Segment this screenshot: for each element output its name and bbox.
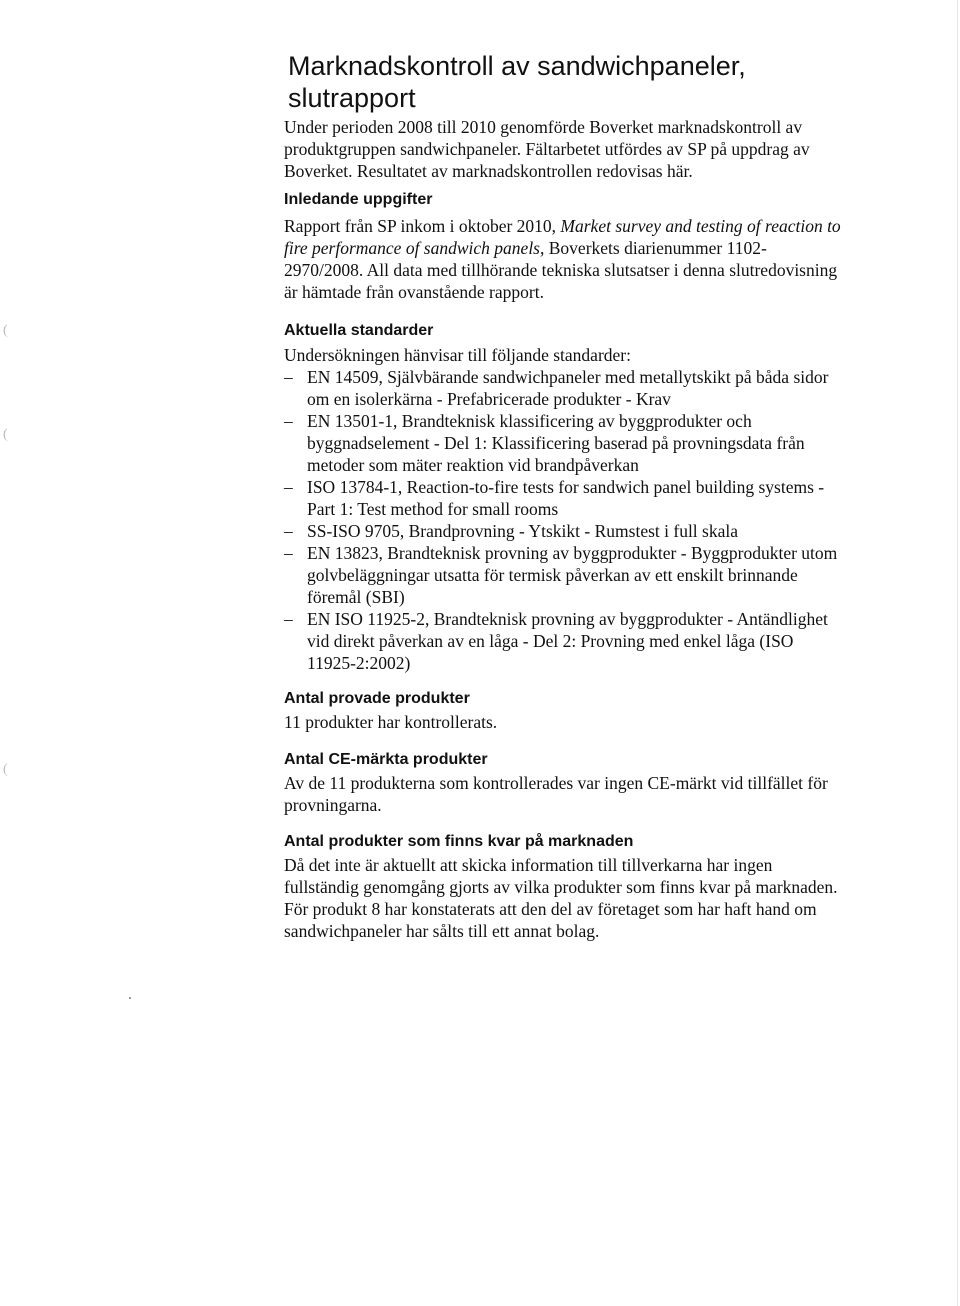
list-dash: – — [284, 477, 293, 497]
list-item — [284, 476, 844, 520]
section-provade — [284, 689, 844, 733]
scan-edge-line — [957, 0, 958, 1306]
list-item — [284, 520, 844, 542]
section-kvar — [284, 832, 844, 942]
edge-mark: ( — [3, 762, 8, 777]
section-heading: Aktuella standarder — [284, 322, 434, 339]
scan-speck — [129, 997, 131, 999]
list-dash: – — [284, 367, 293, 387]
page-title: Marknadskontroll av sandwichpaneler, slutrapport — [288, 51, 746, 113]
ce-paragraph: Av de 11 produkterna som kontrollerades var ingen CE-märkt vid tillfället för provningarna. — [284, 773, 828, 815]
aktuella-intro: Undersökningen hänvisar till följande standarder: — [284, 345, 631, 365]
section-inledande — [284, 190, 844, 303]
inledande-text-after: , Boverkets diarienummer 1102-2970/2008. All data med tillhörande tekniska slutsatser i denna slutredovisning är hämtade från ovanstående rapport. — [284, 238, 838, 302]
section-ce — [284, 750, 844, 816]
section-heading: Antal produkter som finns kvar på marknaden — [284, 833, 634, 850]
list-item — [284, 608, 844, 674]
report-title: Market survey and testing of reaction to fire performance of sandwich panels — [284, 216, 841, 258]
list-dash: – — [284, 543, 293, 563]
list-item-text: ISO 13784-1, Reaction-to-fire tests for sandwich panel building systems - Part 1: Test method for small rooms — [307, 477, 825, 519]
intro-paragraph: Under perioden 2008 till 2010 genomförde Boverket marknadskontroll av produktgruppen sandwichpaneler. Fältarbetet utfördes av SP på uppdrag av Boverket. Resultatet av marknadskontrollen redovisas här. — [284, 117, 810, 181]
list-item — [284, 542, 844, 608]
list-item-text: EN 13823, Brandteknisk provning av byggprodukter - Byggprodukter utom golvbeläggningar utsatta för termisk påverkan av ett enskilt brinnande föremål (SBI) — [307, 543, 838, 607]
list-item-text: EN ISO 11925-2, Brandteknisk provning av byggprodukter - Antändlighet vid direkt påverkan av en låga - Del 2: Provning med enkel låga (ISO 11925-2:2002) — [307, 609, 828, 673]
list-item-text: SS-ISO 9705, Brandprovning - Ytskikt - Rumstest i full skala — [307, 521, 739, 541]
kvar-paragraph: Då det inte är aktuellt att skicka information till tillverkarna har ingen fullständig genomgång gjorts av vilka produkter som finns kvar på marknaden. För produkt 8 har konstaterats att den del av företaget som har haft hand om sandwichpaneler har sålts till ett annat bolag. — [284, 855, 838, 941]
intro-block — [284, 116, 844, 182]
provade-paragraph: 11 produkter har kontrollerats. — [284, 712, 498, 732]
list-dash: – — [284, 521, 293, 541]
section-heading: Antal provade produkter — [284, 690, 470, 707]
standards-list — [284, 366, 844, 674]
section-heading: Antal CE-märkta produkter — [284, 751, 488, 768]
list-item-text: EN 14509, Självbärande sandwichpaneler med metallytskikt på båda sidor om en isolerkärna - Prefabricerade produkter - Krav — [307, 367, 829, 409]
list-item — [284, 366, 844, 410]
list-item — [284, 410, 844, 476]
inledande-paragraph — [284, 215, 844, 303]
inledande-text-before: Rapport från SP inkom i oktober 2010, — [284, 216, 561, 236]
edge-mark: ( — [3, 323, 8, 338]
list-dash: – — [284, 411, 293, 431]
edge-mark: ( — [3, 427, 8, 442]
list-item-text: EN 13501-1, Brandteknisk klassificering av byggprodukter och byggnadselement - Del 1: Klassificering baserad på provningsdata från metoder som mäter reaktion vid brandpåverkan — [307, 411, 805, 475]
section-heading: Inledande uppgifter — [284, 191, 433, 208]
list-dash: – — [284, 609, 293, 629]
section-aktuella — [284, 321, 844, 674]
